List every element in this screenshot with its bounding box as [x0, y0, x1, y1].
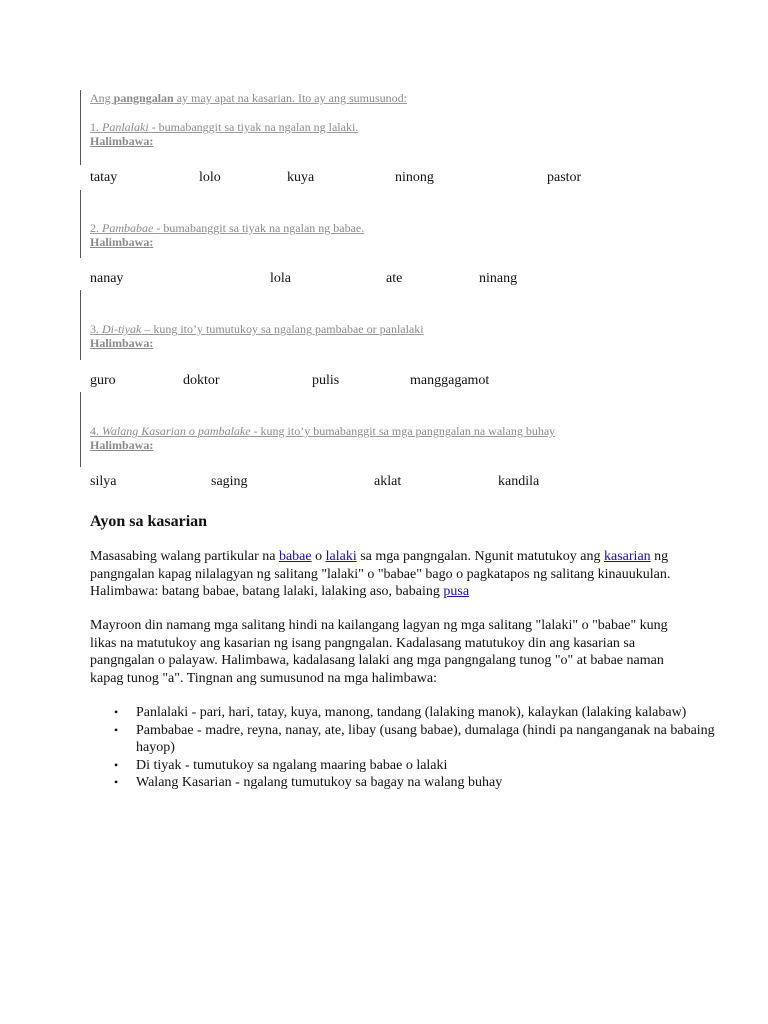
- section-3-example-label: Halimbawa:: [90, 336, 154, 350]
- section-1-word: tatay: [90, 170, 118, 185]
- bullet-list: [90, 704, 726, 792]
- section-1-title: [90, 120, 358, 135]
- section-2-word: ninang: [479, 271, 518, 286]
- section-1-word: lolo: [199, 170, 221, 185]
- section-3-title: [90, 322, 424, 337]
- link-lalaki[interactable]: lalaki: [325, 549, 357, 564]
- section-3-word: doktor: [183, 373, 220, 388]
- list-item: • Walang Kasarian - ngalang tumutukoy sa bagay na walang buhay: [136, 774, 726, 792]
- link-kasarian[interactable]: kasarian: [604, 549, 651, 564]
- para1-text: ng pangngalan kapag nilalagyan ng salitang "lalaki" o "babae" bago o pagkatapos ng salitang kinauukulan. Halimbawa: batang babae, batang lalaki, lalaking aso, babaing: [90, 549, 671, 599]
- section-2-desc: - bumabanggit sa tiyak na ngalan ng babae.: [153, 221, 365, 235]
- section-1-example-label: Halimbawa:: [90, 134, 154, 148]
- paragraph-1: [90, 548, 680, 601]
- link-babae[interactable]: babae: [278, 549, 312, 564]
- section-3-desc: – kung ito’y tumutukoy sa ngalang pambabae or panlalaki: [141, 322, 424, 336]
- section-4-word: aklat: [374, 474, 402, 489]
- list-item: • Di tiyak - tumutukoy sa ngalang maaring babae o lalaki: [136, 757, 726, 775]
- left-border-2: [80, 190, 81, 258]
- intro-post: ay may apat na kasarian. Ito ay ang sumusunod:: [173, 91, 407, 105]
- section-1-desc: - bumabanggit sa tiyak na ngalan ng lalaki.: [148, 120, 359, 134]
- paragraph-2: Mayroon din namang mga salitang hindi na kailangang lagyan ng mga salitang "lalaki" o "babae" kung likas na matutukoy ang kasarian ng isang pangngalan. Kadalasang matutukoy din ang kasarian sa pangngalan o palayaw. Halimbawa, kadalasang lalaki ang mga pangngalang tunog "o" at babae naman kapag tunog "a". Tingnan ang sumusunod na mga halimbawa:: [90, 618, 668, 686]
- section-1-word: kuya: [287, 170, 315, 185]
- section-4-example-label: Halimbawa:: [90, 438, 154, 452]
- section-4-term: Walang Kasarian o pambalake: [102, 424, 251, 438]
- para1-text: Masasabing walang partikular na: [90, 549, 279, 564]
- section-3-word: guro: [90, 373, 116, 388]
- section-4-word: silya: [90, 474, 117, 489]
- list-item: • Panlalaki - pari, hari, tatay, kuya, manong, tandang (lalaking manok), kalaykan (lalaking kalabaw): [136, 704, 726, 722]
- section-1-term: Panlalaki: [102, 120, 149, 134]
- section-2-word: ate: [386, 271, 403, 286]
- section-4-num: 4.: [90, 424, 102, 438]
- para1-text: sa mga pangngalan. Ngunit matutukoy ang: [356, 549, 605, 564]
- section-1-word: pastor: [547, 170, 582, 185]
- list-item: • Pambabae - madre, reyna, nanay, ate, libay (usang babae), dumalaga (hindi pa nanganganak na babaing hayop): [136, 722, 726, 757]
- intro-line: [90, 91, 407, 106]
- left-border-3: [80, 290, 81, 360]
- section-2-word: lola: [270, 271, 291, 286]
- section-1-word: ninong: [395, 170, 434, 185]
- section-heading: Ayon sa kasarian: [90, 513, 208, 530]
- section-2-term: Pambabae: [102, 221, 154, 235]
- section-2-word: nanay: [90, 271, 124, 286]
- section-3-word: manggagamot: [410, 373, 490, 388]
- section-4-word: kandila: [498, 474, 540, 489]
- section-2-num: 2.: [90, 221, 102, 235]
- section-3-word: pulis: [312, 373, 340, 388]
- left-border-4: [80, 392, 81, 467]
- intro-pre: Ang: [90, 91, 114, 105]
- section-3-term: Di-tiyak: [102, 322, 142, 336]
- para1-text: o: [311, 549, 326, 564]
- intro-bold: pangngalan: [113, 91, 174, 105]
- section-1-num: 1.: [90, 120, 102, 134]
- section-2-example-label: Halimbawa:: [90, 235, 154, 249]
- section-4-title: [90, 424, 555, 439]
- section-2-title: [90, 221, 364, 236]
- link-pusa[interactable]: pusa: [443, 584, 470, 599]
- section-4-desc: - kung ito’y bumabanggit sa mga pangngalan na walang buhay: [250, 424, 556, 438]
- section-3-num: 3.: [90, 322, 102, 336]
- left-border-1: [80, 90, 81, 165]
- section-4-word: saging: [211, 474, 248, 489]
